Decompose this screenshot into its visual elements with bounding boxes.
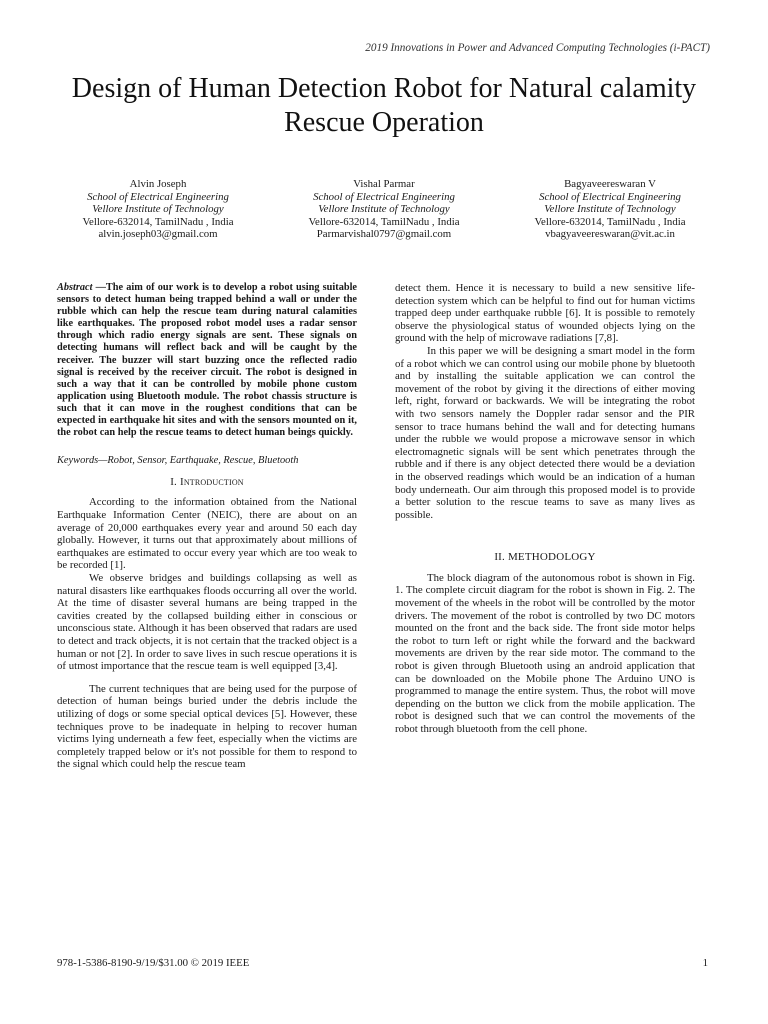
author-name: Bagyaveereswaran V xyxy=(564,178,656,190)
right-column xyxy=(395,282,695,736)
left-column xyxy=(57,282,357,771)
conference-header: 2019 Innovations in Power and Advanced Computing Technologies (i-PACT) xyxy=(365,42,710,54)
author-city: Vellore-632014, TamilNadu , India xyxy=(308,215,460,228)
author-3 xyxy=(510,178,710,241)
author-block xyxy=(58,178,710,241)
author-2 xyxy=(284,178,484,241)
author-email[interactable]: alvin.joseph03@gmail.com xyxy=(98,228,218,241)
author-1 xyxy=(58,178,258,241)
section-heading-introduction: I. Introduction xyxy=(170,475,244,488)
intro-paragraph-3: The current techniques that are being used for the purpose of detection of human beings buried under the debris include the utilizing of dogs or some special optical devices [5]. However, these techniques prove to be inadequate in helping to recover human victims lying underneath a few feet, especially when the victims are completely trapped below or it's not possible for them to respond to the signal which could help the rescue team xyxy=(57,682,357,771)
right-paragraph-1: detect them. Hence it is necessary to build a new sensitive life-detection system which can be helpful to find out for human victims trapped deep under earthquake rubble [6]. It is possible to remotely observe the physiological status of wounded objects lying on the ground with the help of microwave radiations [7,8]. xyxy=(395,282,695,345)
author-name: Alvin Joseph xyxy=(129,178,187,190)
abstract-text: —The aim of our work is to develop a robot using suitable sensors to detect human being trapped behind a wall or under the rubble which can help the rescue team during natural calamities like earthquakes. The proposed robot model uses a radar sensor through which radio energy signals are sent. These signals on detecting humans will reflect back and will be caught by the receiver. The buzzer will start buzzing once the reflected radio signal is received by the receiver circuit. The robot is designed in such a way that it can be controlled by mobile phone custom application using Bluetooth module. The robot chassis structure is such that it can move in the roughest conditions that can be expected in earthquake hit sites and with the sensors mounted on it, the robot can help the rescue teams to detect human beings quickly. xyxy=(57,282,357,439)
paragraph-gap xyxy=(57,673,357,683)
method-paragraph-1: The block diagram of the autonomous robot is shown in Fig. 1. The complete circuit diagram for the robot is shown in Fig. 2. The movement of the wheels in the robot will be controlled by the motor drivers. The movement of the robot is controlled by two DC motors mounted on the front and the back side. The front side motor helps the robot to turn left or right while the forward and the backward movements are driven by the rear side motor. The command to the robot is given through Bluetooth using an android application that can be downloaded on the Mobile phone The Arduino UNO is programmed to manage the entire system. Thus, the robot will move depending on the button we click from the mobile application. The robot is designed such that we can control the movements of the robot through bluetooth from the cell phone. xyxy=(395,571,695,735)
copyright-footer: 978-1-5386-8190-9/19/$31.00 © 2019 IEEE xyxy=(57,957,250,969)
author-city: Vellore-632014, TamilNadu , India xyxy=(82,215,234,228)
intro-paragraph-2: We observe bridges and buildings collapsing as well as natural disasters like earthquakes floods occurring all over the world. At the time of disaster several humans are being trapped in the cavities created by the collapsed building either in conscious or unconscious state. Although it has been observed that radars are used to detect and track objects, it is not certain that the tracked object is a human or not [2]. In order to save lives in such rescue operations it is of utmost importance that the rescue team is well equipped [3,4]. xyxy=(57,571,357,673)
keywords: Keywords—Robot, Sensor, Earthquake, Rescue, Bluetooth xyxy=(57,455,299,467)
abstract xyxy=(57,282,357,439)
author-inst: Vellore Institute of Technology xyxy=(92,203,224,216)
right-paragraph-2: In this paper we will be designing a smart model in the form of a robot which we can control using our mobile phone by bluetooth and by installing the suitable application we can control the movement of the robot by giving it the directions of either moving left, right, forward or backwards. We will be integrating the robot with two sensors namely the Doppler radar sensor and the PIR sensor to trace humans behind the wall and for detecting humans under the rubble we would propose a microwave sensor in which electromagnetic signals will be sent which penetrates through the rubble and if there is any object detected there would be a deviation in the observed readings which would be an indication of a human body underneath. Our aim through this proposed model is to provide a better solution to the rescue teams to save as many lives as possible. xyxy=(395,344,695,521)
intro-paragraph-1: According to the information obtained from the National Earthquake Information Center (NEIC), there are about on an average of 20,000 earthquakes every year and around 50 each day globally. However, it turns out that approximately about millions of earthquakes are estimated to occur every year which are too weak to be recorded [1]. xyxy=(57,496,357,572)
author-inst: Vellore Institute of Technology xyxy=(544,203,676,216)
section-heading-methodology: II. METHODOLOGY xyxy=(494,551,596,564)
author-city: Vellore-632014, TamilNadu , India xyxy=(534,215,686,228)
page-number: 1 xyxy=(702,957,708,969)
abstract-label: Abstract xyxy=(57,282,93,293)
paper-title: Design of Human Detection Robot for Natural calamity Rescue Operation xyxy=(71,73,697,138)
author-name: Vishal Parmar xyxy=(353,178,415,190)
author-dept: School of Electrical Engineering xyxy=(539,190,681,203)
author-inst: Vellore Institute of Technology xyxy=(318,203,450,216)
section-gap xyxy=(395,521,695,543)
author-dept: School of Electrical Engineering xyxy=(87,190,229,203)
author-dept: School of Electrical Engineering xyxy=(313,190,455,203)
author-email[interactable]: vbagyaveereswaran@vit.ac.in xyxy=(545,228,675,241)
author-email[interactable]: Parmarvishal0797@gmail.com xyxy=(316,228,452,241)
